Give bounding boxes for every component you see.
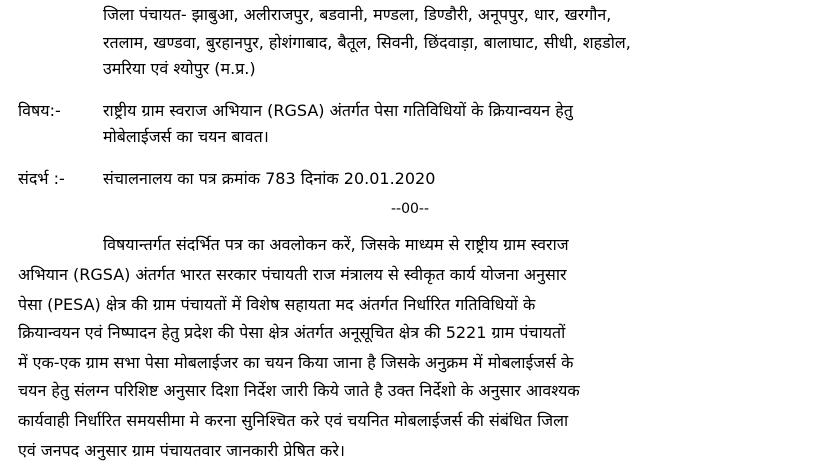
address-line-3: उमरिया एवं श्योपुर (म.प्र.): [103, 59, 256, 78]
subject-line-2: मोबेलाईजर्स का चयन बावत।: [103, 127, 269, 146]
subject-label: विषय:-: [18, 101, 61, 120]
body-line-3: पेसा (PESA) क्षेत्र की ग्राम पंचायतों में विशेष सहायता मद अंतर्गत निर्धारित गतिविधियों के: [18, 295, 536, 314]
body-line-7: कार्यवाही निर्धारित समयसीमा मे करना सुनिश्चित करे एवं चयनित मोबलाईजर्स की संबंधित जिला: [18, 411, 569, 430]
reference-label: संदर्भ :-: [18, 169, 65, 188]
body-line-6: चयन हेतु संलग्न परिशिष्ट अनुसार दिशा निर्देश जारी किये जाते है उक्त निर्देशो के अनुसार आवश्यक: [18, 381, 580, 400]
body-line-1: विषयान्तर्गत संदर्भित पत्र का अवलोकन करें, जिसके माध्यम से राष्ट्रीय ग्राम स्वराज: [103, 235, 569, 254]
body-line-4: क्रियान्वयन एवं निष्पादन हेतु प्रदेश की पेसा क्षेत्र अंतर्गत अनूसूचित क्षेत्र की 5221 ग्राम पंचायतों: [18, 323, 566, 342]
body-line-2: अभियान (RGSA) अंतर्गत भारत सरकार पंचायती राज मंत्रालय से स्वीकृत कार्य योजना अनुसार: [18, 265, 567, 284]
reference-text: संचालनालय का पत्र क्रमांक 783 दिनांक 20.01.2020: [103, 169, 436, 188]
section-separator: --00--: [390, 201, 430, 217]
body-line-5: में एक-एक ग्राम सभा पेसा मोबलाईजर का चयन किया जाना है जिसके अनुक्रम में मोबलाईजर्स के: [18, 353, 574, 372]
body-line-8: एवं जनपद अनुसार ग्राम पंचायतवार जानकारी प्रेषित करे।: [18, 441, 345, 460]
address-line-2: रतलाम, खण्डवा, बुरहानपुर, होशंगाबाद, बैतूल, सिवनी, छिंदवाड़ा, बालाघाट, सीधी, शहडोल,: [103, 33, 631, 52]
address-line-1: जिला पंचायत- झाबुआ, अलीराजपुर, बडवानी, मण्डला, डिण्डौरी, अनूपपुर, धार, खरगौन,: [103, 5, 612, 24]
subject-line-1: राष्ट्रीय ग्राम स्वराज अभियान (RGSA) अंतर्गत पेसा गतिविधियों के क्रियान्वयन हेतु: [103, 101, 573, 120]
